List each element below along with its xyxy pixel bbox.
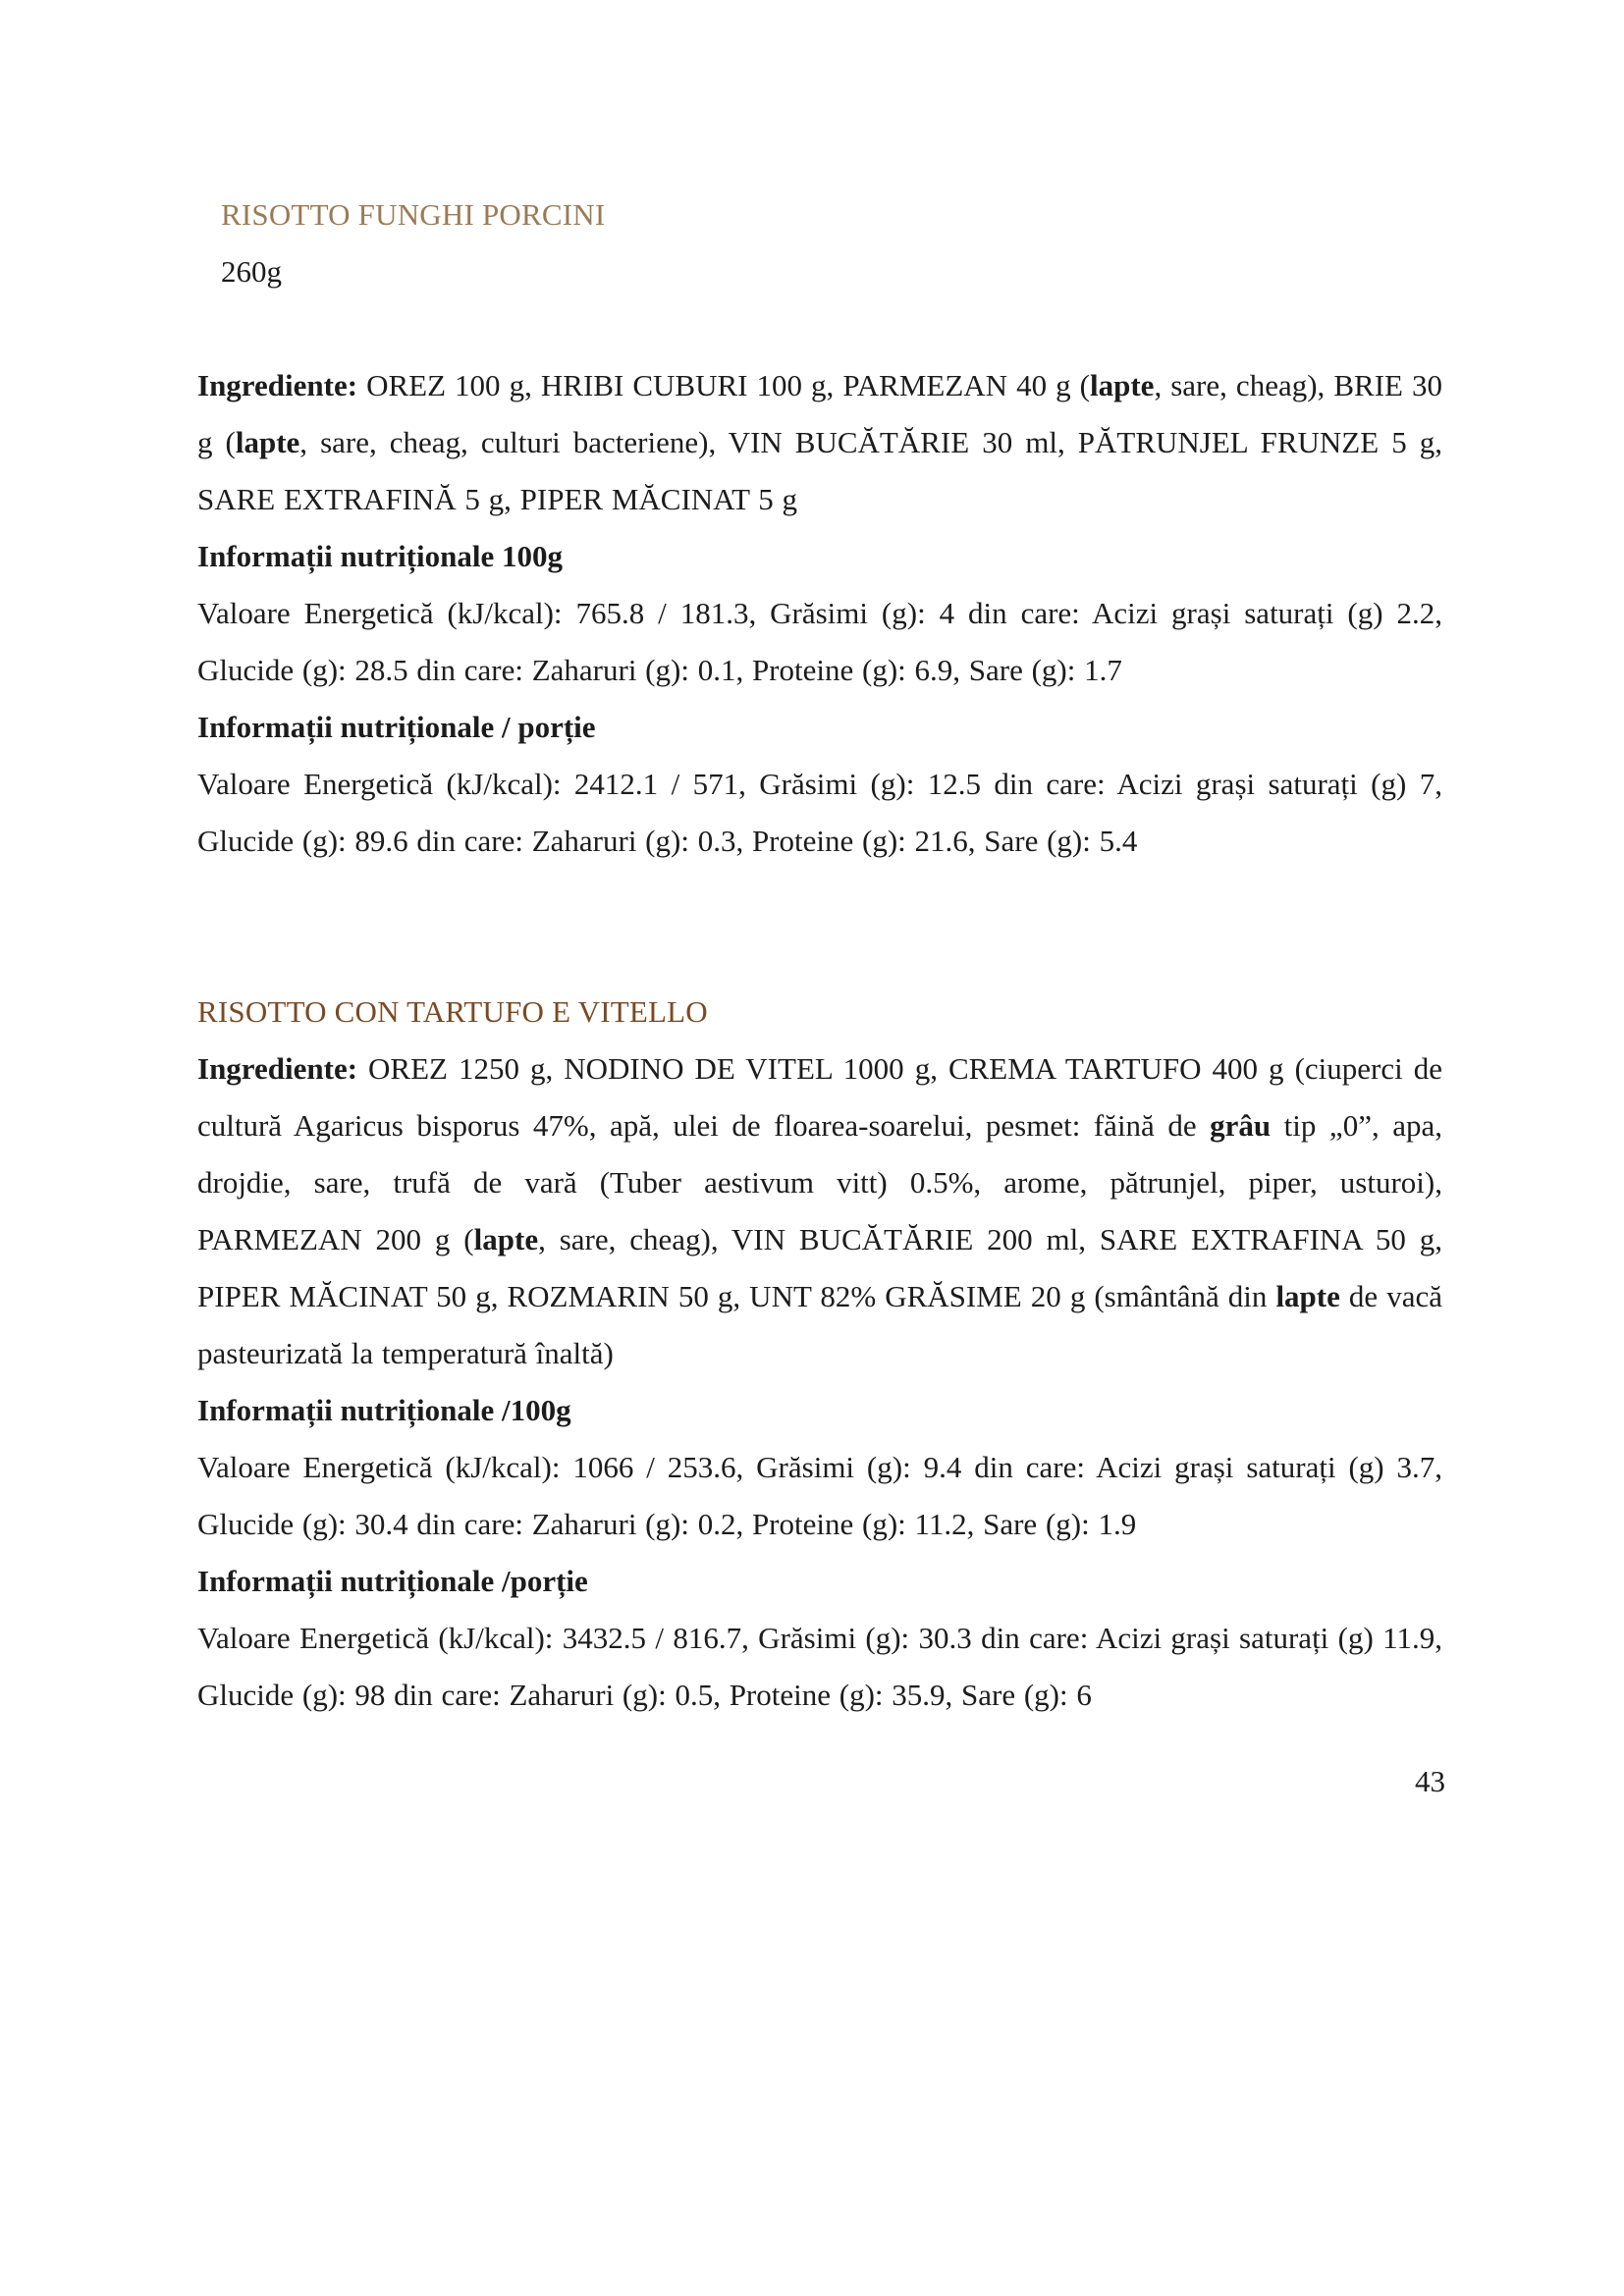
recipe-title-tartufo-vitello: RISOTTO CON TARTUFO E VITELLO bbox=[197, 994, 708, 1029]
spacer bbox=[197, 870, 1442, 984]
recipe-weight-funghi-porcini: 260g bbox=[221, 254, 282, 289]
ingredients-paragraph-tartufo-vitello bbox=[197, 1041, 1442, 1382]
nutrition-portion-tartufo-vitello: Valoare Energetică (kJ/kcal): 3432.5 / 816.7, Grăsimi (g): 30.3 din care: Acizi grași saturați (g) 11.9, Glucide (g): 98 din care: Zaharuri (g): 0.5, Proteine (g): 35.9, Sare (g): 6 bbox=[197, 1621, 1442, 1712]
spacer bbox=[197, 300, 1442, 357]
ingredients-text: , sare, cheag), VIN BUCĂTĂRIE 200 ml, SARE EXTRAFINA 50 g, PIPER MĂCINAT 50 g, ROZMARIN 50 g, UNT 82% GRĂSIME 20 g (smântână din bbox=[197, 1222, 1442, 1313]
ingredients-text: de vacă pasteurizată la temperatură înaltă) bbox=[197, 1279, 1442, 1370]
nutrition-portion-funghi-porcini: Valoare Energetică (kJ/kcal): 2412.1 / 571, Grăsimi (g): 12.5 din care: Acizi grași saturați (g) 7, Glucide (g): 89.6 din care: Zaharuri (g): 0.3, Proteine (g): 21.6, Sare (g): 5.4 bbox=[197, 767, 1442, 858]
nutrition-portion-heading-funghi-porcini: Informații nutriționale / porție bbox=[197, 710, 596, 744]
nutrition-100g-tartufo-vitello: Valoare Energetică (kJ/kcal): 1066 / 253.6, Grăsimi (g): 9.4 din care: Acizi grași saturați (g) 3.7, Glucide (g): 30.4 din care: Zaharuri (g): 0.2, Proteine (g): 11.2, Sare (g): 1.9 bbox=[197, 1450, 1442, 1541]
nutrition-portion-heading-tartufo-vitello: Informații nutriționale /porție bbox=[197, 1564, 588, 1598]
allergen-grau: grâu bbox=[1210, 1108, 1272, 1143]
page-number: 43 bbox=[1415, 1764, 1445, 1798]
nutrition-100g-funghi-porcini: Valoare Energetică (kJ/kcal): 765.8 / 181.3, Grăsimi (g): 4 din care: Acizi grași saturați (g) 2.2, Glucide (g): 28.5 din care: Zaharuri (g): 0.1, Proteine (g): 6.9, Sare (g): 1.7 bbox=[197, 596, 1442, 687]
allergen-lapte: lapte bbox=[1275, 1279, 1340, 1313]
nutrition-100g-heading-funghi-porcini: Informații nutriționale 100g bbox=[197, 539, 563, 573]
ingredients-label: Ingrediente: bbox=[197, 368, 358, 402]
page-content bbox=[197, 187, 1442, 1724]
allergen-lapte: lapte bbox=[473, 1222, 539, 1256]
nutrition-100g-heading-tartufo-vitello: Informații nutriționale /100g bbox=[197, 1393, 571, 1427]
allergen-lapte: lapte bbox=[1090, 368, 1155, 402]
ingredients-text: OREZ 100 g, HRIBI CUBURI 100 g, PARMEZAN 40 g ( bbox=[357, 368, 1090, 402]
ingredients-text: tip „0”, apa, drojdie, sare, trufă de vară (Tuber aestivum vitt) 0.5%, arome, pătrunjel, piper, usturoi), PARMEZAN 200 g ( bbox=[197, 1108, 1442, 1256]
ingredients-paragraph-funghi-porcini bbox=[197, 357, 1442, 528]
ingredients-text: OREZ 1250 g, NODINO DE VITEL 1000 g, CREMA TARTUFO 400 g (ciuperci de cultură Agaricus bisporus 47%, apă, ulei de floarea-soarelui, pesmet: făină de bbox=[197, 1051, 1442, 1143]
recipe-title-funghi-porcini: RISOTTO FUNGHI PORCINI bbox=[221, 197, 606, 232]
allergen-lapte: lapte bbox=[235, 425, 300, 459]
ingredients-text: , sare, cheag, culturi bacteriene), VIN BUCĂTĂRIE 30 ml, PĂTRUNJEL FRUNZE 5 g, SARE EXTRAFINĂ 5 g, PIPER MĂCINAT 5 g bbox=[197, 425, 1442, 516]
ingredients-text: , sare, cheag), BRIE 30 g ( bbox=[197, 368, 1442, 459]
ingredients-label: Ingrediente: bbox=[197, 1051, 358, 1086]
